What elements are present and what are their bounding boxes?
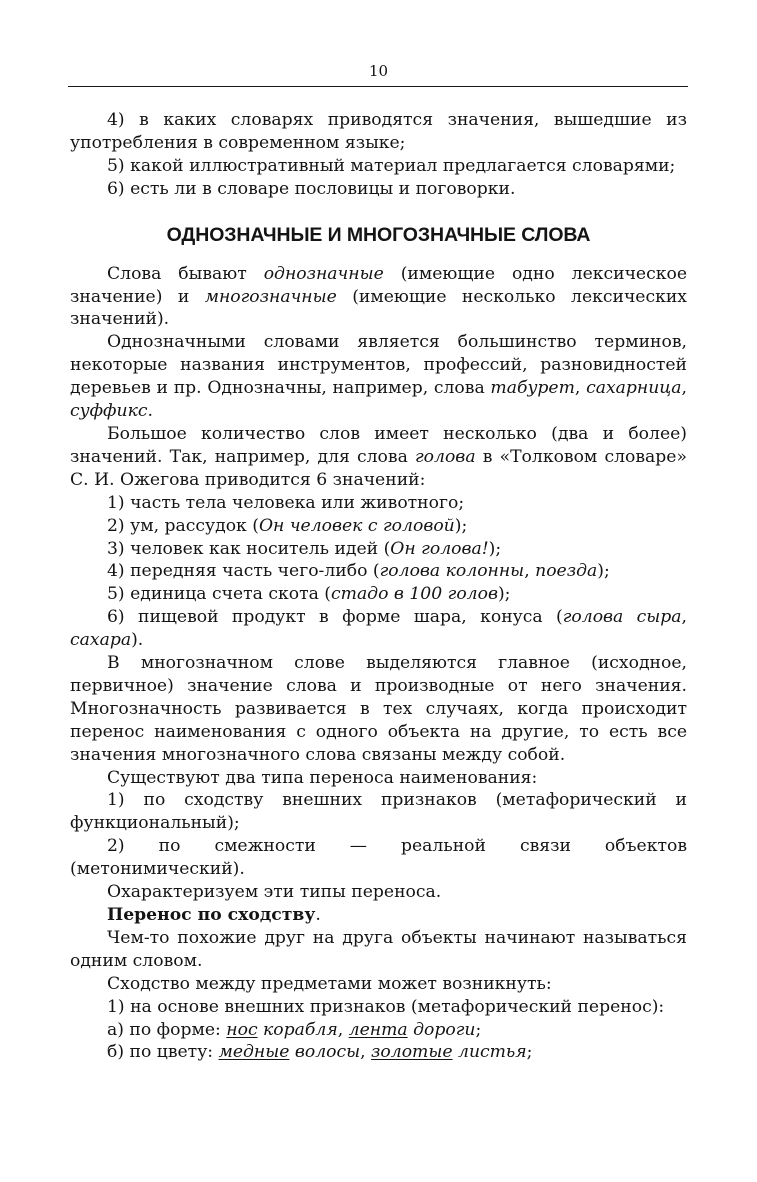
paragraph: Чем-то похожие друг на друга объекты начинают называться одним словом. [70,927,687,971]
meaning-item: 4) передняя часть чего-либо (голова колонны, поезда); [107,561,610,582]
paragraph: Слова бывают однозначные (имеющие одно лексическое значение) и многозначные (имеющие несколько лексических значений). [70,263,687,330]
paragraph: Охарактеризуем эти типы переноса. [107,882,442,903]
example-item: б) по цвету: медные волосы, золотые листья; [107,1042,533,1063]
paragraph: В многозначном слове выделяются главное (исходное, первичное) значение слова и производные от него значения. Многозначность развивается в тех случаях, когда происходит перенос наименования с одного объекта на другие, то есть все значения многозначного слова связаны между собой. [70,653,687,765]
subheading: Перенос по сходству. [107,905,321,925]
example-item: а) по форме: нос корабля, лента дороги; [107,1019,482,1040]
section-heading: ОДНОЗНАЧНЫЕ И МНОГОЗНАЧНЫЕ СЛОВА [166,223,591,246]
meaning-item: 3) человек как носитель идей (Он голова!); [107,538,502,559]
list-item: 5) какой иллюстративный материал предлагается словарями; [107,155,676,176]
list-item: 2) по смежности — реальной связи объектов (метонимический). [70,836,687,880]
list-item: 6) есть ли в словаре пословицы и поговорки. [107,178,516,199]
meaning-item: 2) ум, рассудок (Он человек с головой); [107,515,468,536]
body-text [70,109,687,1064]
list-item: 4) в каких словарях приводятся значения, вышедшие из употребления в современном языке; [70,110,687,153]
paragraph: Однозначными словами является большинство терминов, некоторые названия инструментов, профессий, разновидностей деревьев и пр. Однозначны, например, слова табурет, сахарница, суффикс. [70,332,688,422]
paragraph: Сходство между предметами может возникнуть: [107,973,552,994]
paragraph: Большое количество слов имеет несколько (два и более) значений. Так, например, для слова голова в «Толковом словаре» С. И. Ожегова приводится 6 значений: [70,423,687,490]
list-item: 1) на основе внешних признаков (метафорический перенос): [107,996,665,1017]
meaning-item: 1) часть тела человека или животного; [107,492,465,513]
meaning-item: 5) единица счета скота (стадо в 100 голов); [107,584,511,605]
header-rule [68,86,688,87]
meaning-item: 6) пищевой продукт в форме шара, конуса (голова сыра, сахара). [70,607,688,651]
paragraph: Существуют два типа переноса наименования: [107,767,538,788]
list-item: 1) по сходству внешних признаков (метафорический и функциональный); [70,790,687,834]
page-number: 10 [368,62,389,80]
